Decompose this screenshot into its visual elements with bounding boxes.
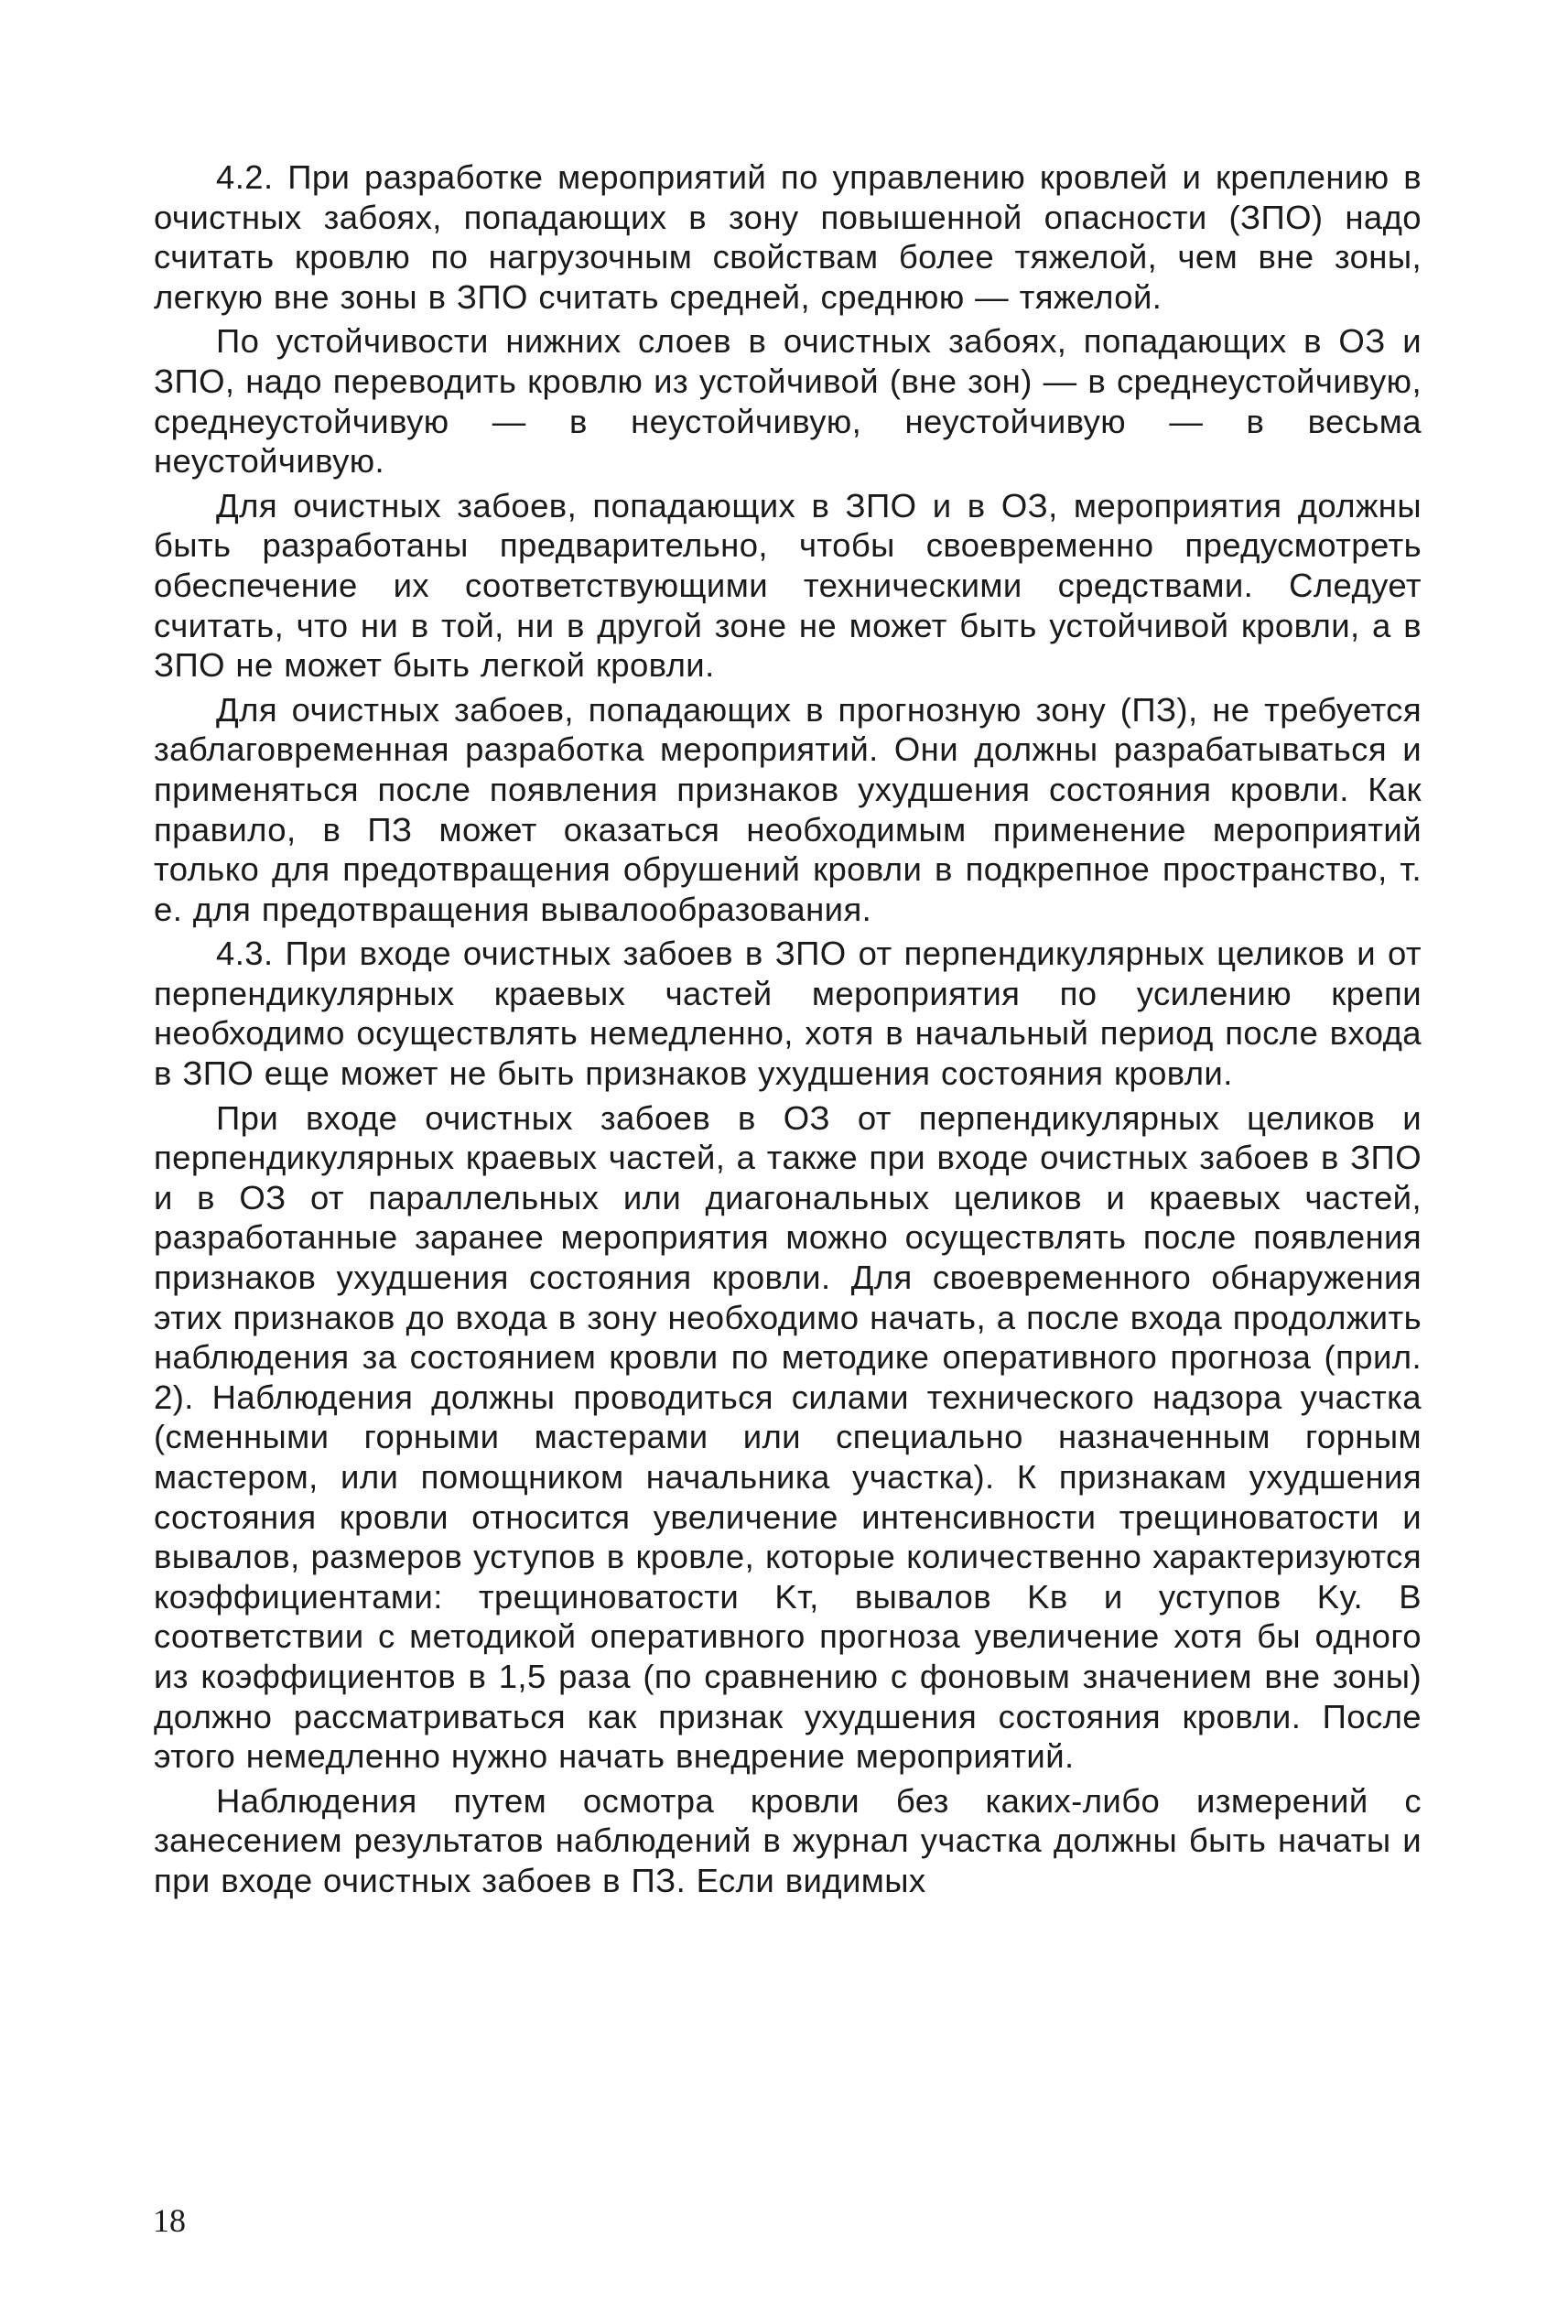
paragraph-measures-zpo-oz: Для очистных забоев, попадающих в ЗПО и в ОЗ, мероприятия должны быть разработаны предварительно, чтобы своевременно предусмотреть обеспечение их соответствующими техническими средствами. Следует считать, что ни в той, ни в другой зоне не может быть устойчивой кровли, а в ЗПО не может быть легкой кровли. xyxy=(154,486,1422,685)
paragraph-observations: Наблюдения путем осмотра кровли без каких-либо измерений с занесением результатов наблюдений в журнал участка должны быть начаты и при входе очистных забоев в ПЗ. Если видимых xyxy=(154,1781,1422,1899)
paragraph-entry-oz: При входе очистных забоев в ОЗ от перпендикулярных целиков и перпендикулярных краевых частей, а также при входе очистных забоев в ЗПО и в ОЗ от параллельных или диагональных целиков и краевых частей, разработанные заранее мероприятия можно осуществлять после появления признаков ухудшения состояния кровли. Для своевременного обнаружения этих признаков до входа в зону необходимо начать, а после входа продолжить наблюдения за состоянием кровли по методике оперативного прогноза (прил. 2). Наблюдения должны проводиться силами технического надзора участка (сменными горными мастерами или специально назначенным горным мастером, или помощником начальника участка). К признакам ухудшения состояния кровли относится увеличение интенсивности трещиноватости и вывалов, размеров уступов в кровле, которые количественно характеризуются коэффициентами: трещиноватости Kт, вывалов Kв и уступов Kу. В соответствии с методикой оперативного прогноза увеличение хотя бы одного из коэффициентов в 1,5 раза (по сравнению с фоновым значением вне зоны) должно рассматриваться как признак ухудшения состояния кровли. После этого немедленно нужно начать внедрение мероприятий. xyxy=(154,1098,1422,1776)
paragraph-4-3: 4.3. При входе очистных забоев в ЗПО от перпендикулярных целиков и от перпендикулярных краевых частей мероприятия по усилению крепи необходимо осуществлять немедленно, хотя в начальный период после входа в ЗПО еще может не быть признаков ухудшения состояния кровли. xyxy=(154,935,1422,1093)
document-body xyxy=(154,157,1422,1906)
paragraph-stability: По устойчивости нижних слоев в очистных забоях, попадающих в ОЗ и ЗПО, надо переводить кровлю из устойчивой (вне зон) — в среднеустойчивую, среднеустойчивую — в неустойчивую, неустойчивую — в весьма неустойчивую. xyxy=(154,322,1422,481)
paragraph-4-2: 4.2. При разработке мероприятий по управлению кровлей и креплению в очистных забоях, попадающих в зону повышенной опасности (ЗПО) надо считать кровлю по нагрузочным свойствам более тяжелой, чем вне зоны, легкую вне зоны в ЗПО считать средней, среднюю — тяжелой. xyxy=(154,158,1422,316)
page-number: 18 xyxy=(153,2202,186,2239)
paragraph-forecast-zone: Для очистных забоев, попадающих в прогнозную зону (ПЗ), не требуется заблаговременная разработка мероприятий. Они должны разрабатываться и применяться после появления признаков ухудшения состояния кровли. Как правило, в ПЗ может оказаться необходимым применение мероприятий только для предотвращения обрушений кровли в подкрепное пространство, т. е. для предотвращения вывалообразования. xyxy=(154,690,1422,928)
